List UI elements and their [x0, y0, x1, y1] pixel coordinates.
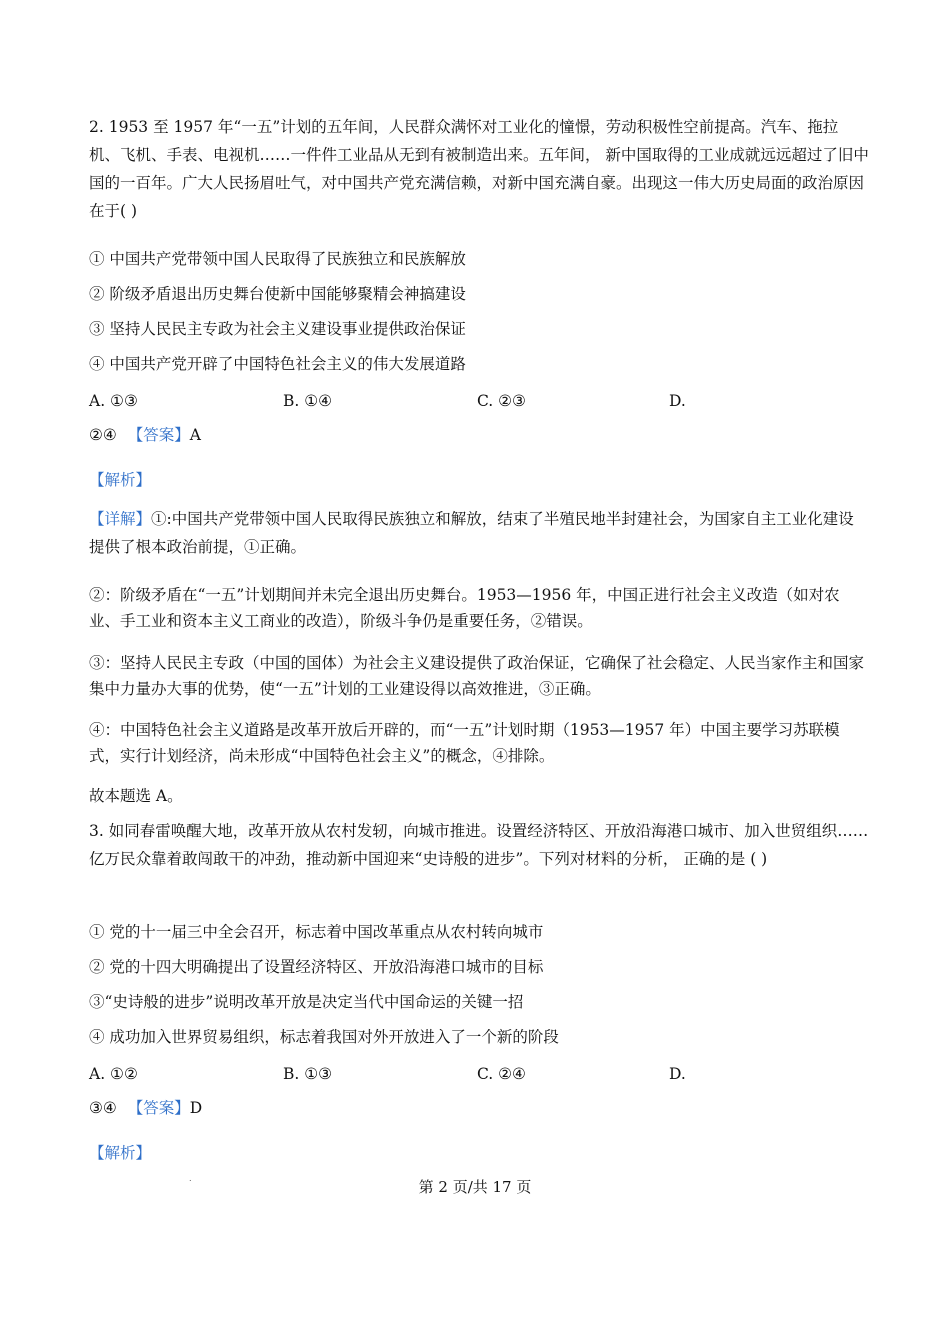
question-2-option-b: B. ①④ [283, 392, 333, 410]
analysis-tag: 【解析】 [89, 471, 152, 489]
answer-tag: 【答案】 [127, 426, 190, 444]
question-2-item-3: ③ 坚持人民民主专政为社会主义建设事业提供政治保证 [89, 320, 466, 338]
question-2-item-2: ② 阶级矛盾退出历史舞台使新中国能够聚精会神搞建设 [89, 285, 466, 303]
question-3-option-c: C. ②④ [477, 1065, 526, 1083]
question-2-answer-line [89, 424, 201, 446]
detail-tag: 【详解】 [89, 510, 152, 528]
question-3-answer-line [89, 1097, 202, 1119]
question-3-stem: 3. 如同春雷唤醒大地，改革开放从农村发轫，向城市推进。设置经济特区、开放沿海港口城市、加入世贸组织……亿万民众靠着敢闯敢干的冲劲，推动新中国迎来“史诗般的进步”。下列对材料的分析， 正确的是 ( ) [89, 822, 869, 868]
question-2-item-4: ④ 中国共产党开辟了中国特色社会主义的伟大发展道路 [89, 355, 466, 373]
question-3-item-1: ① 党的十一届三中全会召开，标志着中国改革重点从农村转向城市 [89, 923, 544, 941]
answer-tag: 【答案】 [127, 1099, 190, 1117]
question-3-option-a: A. ①② [89, 1065, 138, 1083]
question-2-stem: 2. 1953 至 1957 年“一五”计划的五年间，人民群众满怀对工业化的憧憬，劳动积极性空前提高。汽车、拖拉机、飞机、手表、电视机……一件件工业品从无到有被制造出来。五年间， 新中国取得的工业成就远远超过了旧中国的一百年。广大人民扬眉吐气，对中国共产党充满信赖，对新中国充满自豪。出现这一伟大历史局面的政治原因在于( ) [89, 118, 869, 220]
question-2-conclusion: 故本题选 A。 [89, 787, 183, 805]
question-2-detail-2: ②：阶级矛盾在“一五”计划期间并未完全退出历史舞台。1953—1956 年，中国正进行社会主义改造（如对农业、手工业和资本主义工商业的改造），阶级斗争仍是重要任务，②错误。 [89, 586, 840, 630]
question-2-option-c: C. ②③ [477, 392, 526, 410]
question-2-detail-4: ④：中国特色社会主义道路是改革开放后开辟的，而“一五”计划时期（1953—1957 年）中国主要学习苏联模式，实行计划经济，尚未形成“中国特色社会主义”的概念，④排除。 [89, 721, 840, 765]
question-3-item-3: ③“史诗般的进步”说明改革开放是决定当代中国命运的关键一招 [89, 993, 524, 1011]
question-3-option-d: D. [669, 1065, 686, 1083]
question-3-option-d-continued: ③④ [89, 1099, 117, 1117]
question-3-option-b: B. ①③ [283, 1065, 333, 1083]
footer-dot: . [189, 1174, 192, 1183]
question-3-item-2: ② 党的十四大明确提出了设置经济特区、开放沿海港口城市的目标 [89, 958, 544, 976]
detail-1-text: ①:中国共产党带领中国人民取得民族独立和解放，结束了半殖民地半封建社会，为国家自主工业化建设提供了根本政治前提，①正确。 [89, 510, 854, 556]
question-3-item-4: ④ 成功加入世界贸易组织，标志着我国对外开放进入了一个新的阶段 [89, 1028, 559, 1046]
question-2-detail-3: ③：坚持人民民主专政（中国的国体）为社会主义建设提供了政治保证，它确保了社会稳定、人民当家作主和国家集中力量办大事的优势，使“一五”计划的工业建设得以高效推进，③正确。 [89, 654, 865, 698]
question-2-item-1: ① 中国共产党带领中国人民取得了民族独立和民族解放 [89, 250, 466, 268]
question-2-option-a: A. ①③ [89, 392, 138, 410]
page-number: 第 2 页/共 17 页 [418, 1178, 532, 1196]
question-3-answer: D [189, 1099, 203, 1117]
question-2-answer: A [189, 426, 201, 444]
analysis-tag: 【解析】 [89, 1144, 152, 1162]
question-2-detail-1 [89, 505, 869, 561]
question-2-option-d: D. [669, 392, 686, 410]
question-2-option-d-continued: ②④ [89, 426, 117, 444]
